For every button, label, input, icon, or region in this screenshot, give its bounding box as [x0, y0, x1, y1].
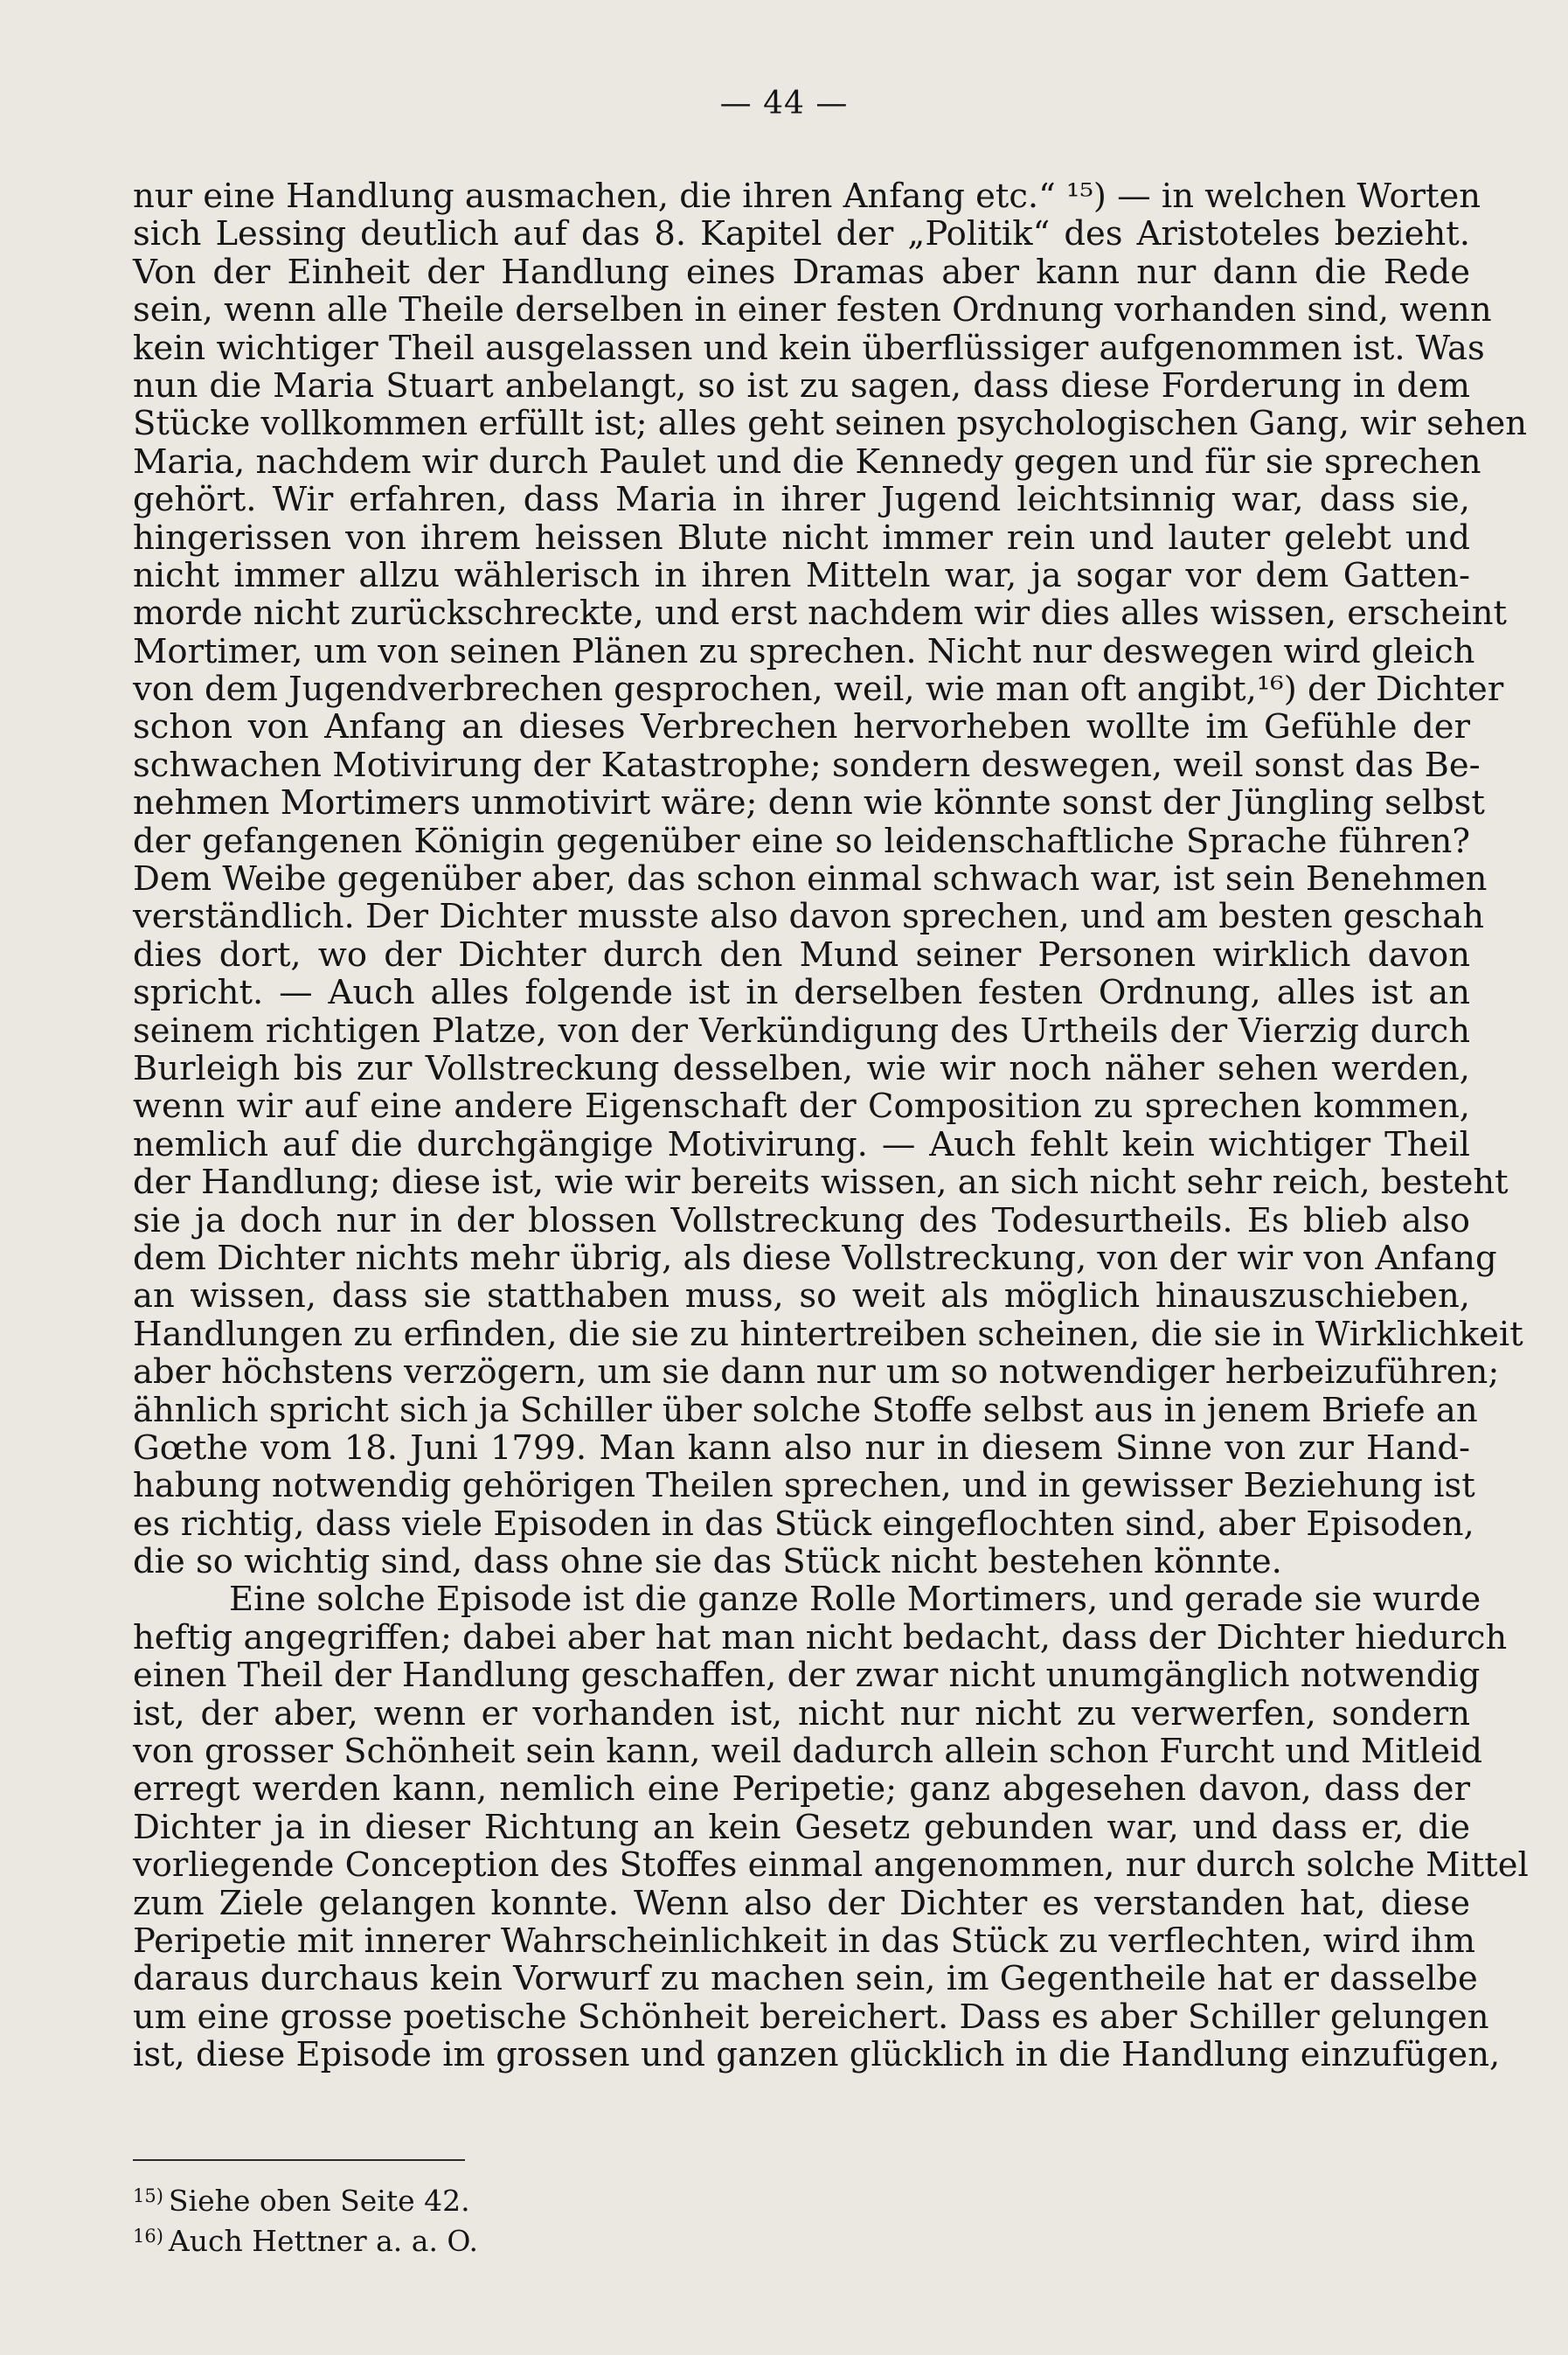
text-line: es richtig, dass viele Episoden in das Stück eingeflochten sind, aber Episoden,	[133, 1504, 1474, 1544]
text-line: nun die Maria Stuart anbelangt, so ist zu sagen, dass diese Forderung in dem	[133, 365, 1470, 406]
text-line: nehmen Mortimers unmotivirt wäre; denn wie könnte sonst der Jüngling selbst	[133, 783, 1485, 823]
text-line: aber höchstens verzögern, um sie dann nur um so notwendiger herbeizuführen;	[133, 1352, 1500, 1393]
text-line: morde nicht zurückschreckte, und erst nachdem wir dies alles wissen, erscheint	[133, 594, 1507, 634]
text-line: Peripetie mit innerer Wahrscheinlichkeit in das Stück zu verflechten, wird ihm	[133, 1921, 1475, 1961]
body-text	[133, 177, 1529, 2075]
text-line: Mortimer, um von seinen Plänen zu sprechen. Nicht nur deswegen wird gleich	[133, 631, 1475, 671]
text-line: der Handlung; diese ist, wie wir bereits wissen, an sich nicht sehr reich, besteht	[133, 1163, 1509, 1203]
text-line: hingerissen von ihrem heissen Blute nicht immer rein und lauter gelebt und	[133, 518, 1470, 558]
text-line: einen Theil der Handlung geschaffen, der zwar nicht unumgänglich notwendig	[133, 1656, 1481, 1696]
text-line: habung notwendig gehörigen Theilen sprechen, und in gewisser Beziehung ist	[133, 1466, 1475, 1506]
text-line: nemlich auf die durchgängige Motivirung. — Auch fehlt kein wichtiger Theil	[133, 1124, 1470, 1164]
text-line: nicht immer allzu wählerisch in ihren Mitteln war, ja sogar vor dem Gatten-	[133, 555, 1470, 595]
footnote-15	[133, 2178, 1182, 2219]
text-line: verständlich. Der Dichter musste also davon sprechen, und am besten geschah	[133, 897, 1485, 937]
text-line: Gœthe vom 18. Juni 1799. Man kann also nur in diesem Sinne von zur Hand-	[133, 1428, 1470, 1468]
footnote-16	[133, 2219, 1182, 2259]
text-line: wenn wir auf eine andere Eigenschaft der Composition zu sprechen kommen,	[133, 1087, 1470, 1127]
text-line: dem Dichter nichts mehr übrig, als diese Vollstreckung, von der wir von Anfang	[133, 1238, 1497, 1278]
text-line: ähnlich spricht sich ja Schiller über solche Stoffe selbst aus in jenem Briefe an	[133, 1390, 1478, 1430]
footnote-text: Auch Hettner a. a. O.	[168, 2224, 479, 2258]
text-line: spricht. — Auch alles folgende ist in derselben festen Ordnung, alles ist an	[133, 973, 1470, 1013]
text-line: dies dort, wo der Dichter durch den Mund seiner Personen wirklich davon	[133, 934, 1470, 975]
footnote-mark: 16)	[133, 2226, 163, 2247]
text-line: sich Lessing deutlich auf das 8. Kapitel der „Politik“ des Aristoteles bezieht.	[133, 214, 1470, 254]
text-line: sein, wenn alle Theile derselben in einer festen Ordnung vorhanden sind, wenn	[133, 290, 1492, 330]
text-line: Burleigh bis zur Vollstreckung desselben, wie wir noch näher sehen werden,	[133, 1048, 1470, 1088]
footnote-text: Siehe oben Seite 42.	[168, 2184, 470, 2218]
footnote-mark: 15)	[133, 2185, 163, 2206]
text-line: nur eine Handlung ausmachen, die ihren Anfang etc.“ ¹⁵) — in welchen Worten	[133, 177, 1481, 216]
text-line: Handlungen zu erfinden, die sie zu hintertreiben scheinen, die sie in Wirklichkeit	[133, 1314, 1523, 1354]
text-line: schon von Anfang an dieses Verbrechen hervorheben wollte im Gefühle der	[133, 707, 1470, 747]
text-line: zum Ziele gelangen konnte. Wenn also der Dichter es verstanden hat, diese	[133, 1883, 1470, 1923]
text-line: schwachen Motivirung der Katastrophe; sondern deswegen, weil sonst das Be-	[133, 745, 1481, 785]
text-line: heftig angegriffen; dabei aber hat man nicht bedacht, dass der Dichter hiedurch	[133, 1617, 1508, 1657]
text-line: von dem Jugendverbrechen gesprochen, weil, wie man oft angibt,¹⁶) der Dichter	[133, 670, 1504, 710]
text-line: um eine grosse poetische Schönheit bereichert. Dass es aber Schiller gelungen	[133, 1997, 1489, 2037]
text-line: Eine solche Episode ist die ganze Rolle Mortimers, und gerade sie wurde	[229, 1580, 1481, 1620]
text-line: an wissen, dass sie statthaben muss, so weit als möglich hinauszuschieben,	[133, 1276, 1470, 1316]
page-number: — 44 —	[719, 86, 849, 122]
text-line: vorliegende Conception des Stoffes einmal angenommen, nur durch solche Mittel	[133, 1845, 1529, 1886]
text-line: die so wichtig sind, dass ohne sie das Stück nicht bestehen könnte.	[133, 1542, 1282, 1582]
text-line: erregt werden kann, nemlich eine Peripetie; ganz abgesehen davon, dass der	[133, 1769, 1470, 1810]
paragraph-2	[133, 1580, 1529, 2075]
footnote-divider	[133, 2159, 465, 2161]
text-line: Stücke vollkommen erfüllt ist; alles geht seinen psychologischen Gang, wir sehen	[133, 404, 1528, 444]
text-line: Von der Einheit der Handlung eines Dramas aber kann nur dann die Rede	[133, 252, 1470, 292]
text-line: sie ja doch nur in der blossen Vollstreckung des Todesurtheils. Es blieb also	[133, 1200, 1470, 1240]
text-line: seinem richtigen Platze, von der Verkündigung des Urtheils der Vierzig durch	[133, 1011, 1470, 1051]
paragraph-1	[133, 177, 1528, 1582]
text-line: daraus durchaus kein Vorwurf zu machen sein, im Gegentheile hat er dasselbe	[133, 1959, 1478, 1999]
text-line: Maria, nachdem wir durch Paulet und die Kennedy gegen und für sie sprechen	[133, 441, 1481, 482]
text-line: Dichter ja in dieser Richtung an kein Gesetz gebunden war, und dass er, die	[133, 1807, 1470, 1847]
footnotes	[133, 2178, 1182, 2259]
text-line: ist, diese Episode im grossen und ganzen glücklich in die Handlung einzufügen,	[133, 2035, 1501, 2075]
text-line: ist, der aber, wenn er vorhanden ist, nicht nur nicht zu verwerfen, sondern	[133, 1693, 1470, 1733]
text-line: der gefangenen Königin gegenüber eine so leidenschaftliche Sprache führen?	[133, 821, 1470, 861]
text-line: kein wichtiger Theil ausgelassen und kein überflüssiger aufgenommen ist. Was	[133, 328, 1485, 368]
text-line: gehört. Wir erfahren, dass Maria in ihrer Jugend leichtsinnig war, dass sie,	[133, 480, 1470, 520]
text-line: Dem Weibe gegenüber aber, das schon einmal schwach war, ist sein Benehmen	[133, 859, 1488, 900]
text-line: von grosser Schönheit sein kann, weil dadurch allein schon Furcht und Mitleid	[133, 1732, 1483, 1772]
